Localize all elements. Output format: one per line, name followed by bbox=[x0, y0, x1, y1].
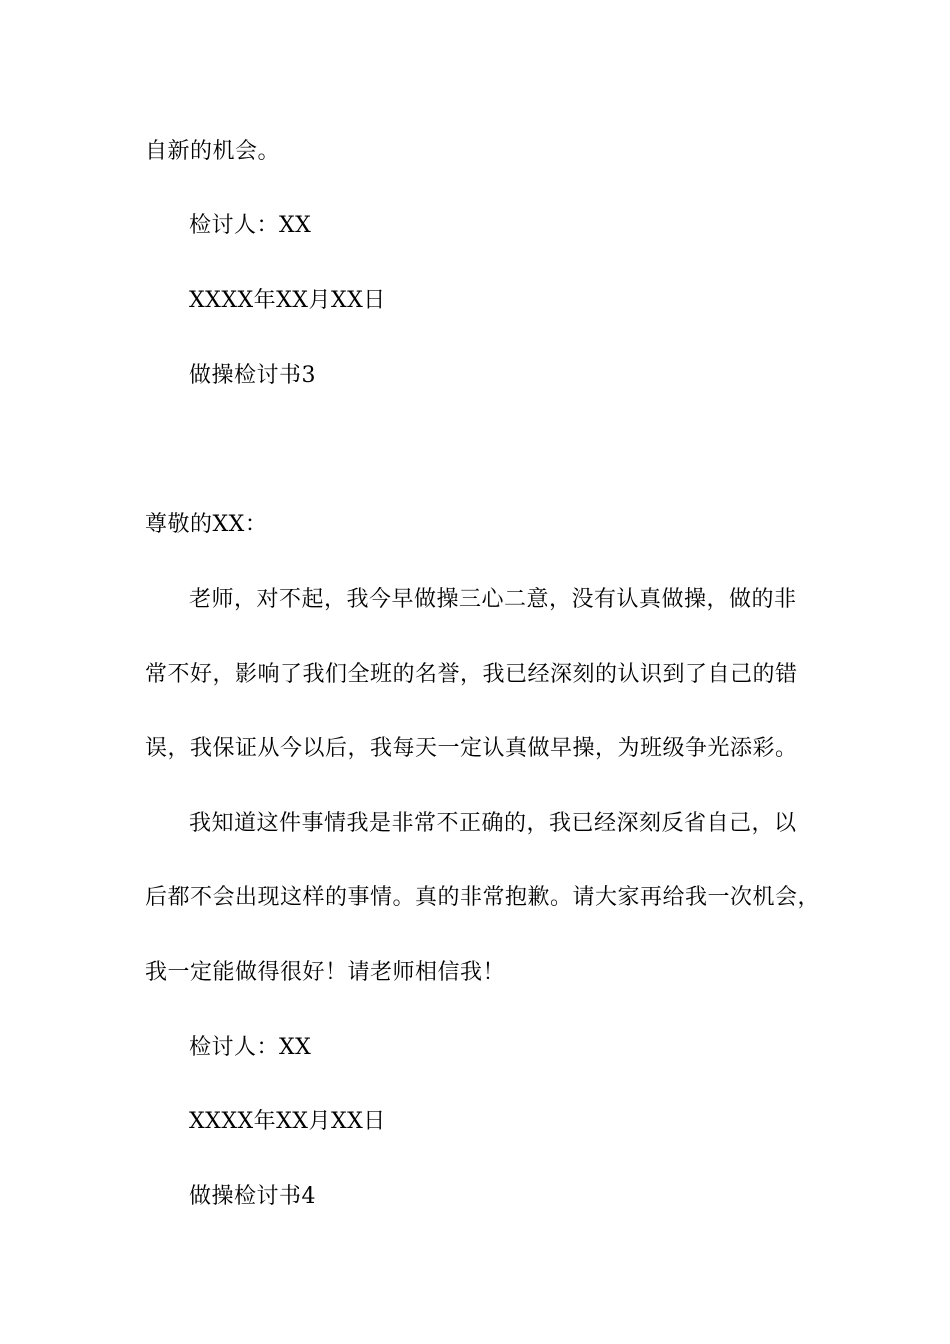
body-text-line: 我一定能做得很好！请老师相信我！ bbox=[145, 960, 506, 985]
body-text-line: 我知道这件事情我是非常不正确的，我已经深刻反省自己，以 bbox=[189, 811, 797, 836]
body-text-line: 后都不会出现这样的事情。真的非常抱歉。请大家再给我一次机会， bbox=[145, 885, 821, 910]
paragraph-continuation: 自新的机会。 bbox=[145, 139, 281, 164]
body-text-line: 常不好，影响了我们全班的名誉，我已经深刻的认识到了自己的错 bbox=[145, 662, 798, 687]
signature-line: 检讨人：XX bbox=[189, 1035, 312, 1060]
section-heading: 做操检讨书4 bbox=[189, 1184, 316, 1209]
body-text-line: 误，我保证从今以后，我每天一定认真做早操，为班级争光添彩。 bbox=[145, 736, 798, 761]
section-heading: 做操检讨书3 bbox=[189, 363, 316, 388]
signature-line: 检讨人：XX bbox=[189, 213, 312, 238]
date-line: XXXX年XX月XX日 bbox=[189, 288, 386, 313]
body-text-line: 老师，对不起，我今早做操三心二意，没有认真做操，做的非 bbox=[189, 587, 797, 612]
salutation: 尊敬的XX： bbox=[145, 512, 268, 537]
date-line: XXXX年XX月XX日 bbox=[189, 1109, 386, 1134]
